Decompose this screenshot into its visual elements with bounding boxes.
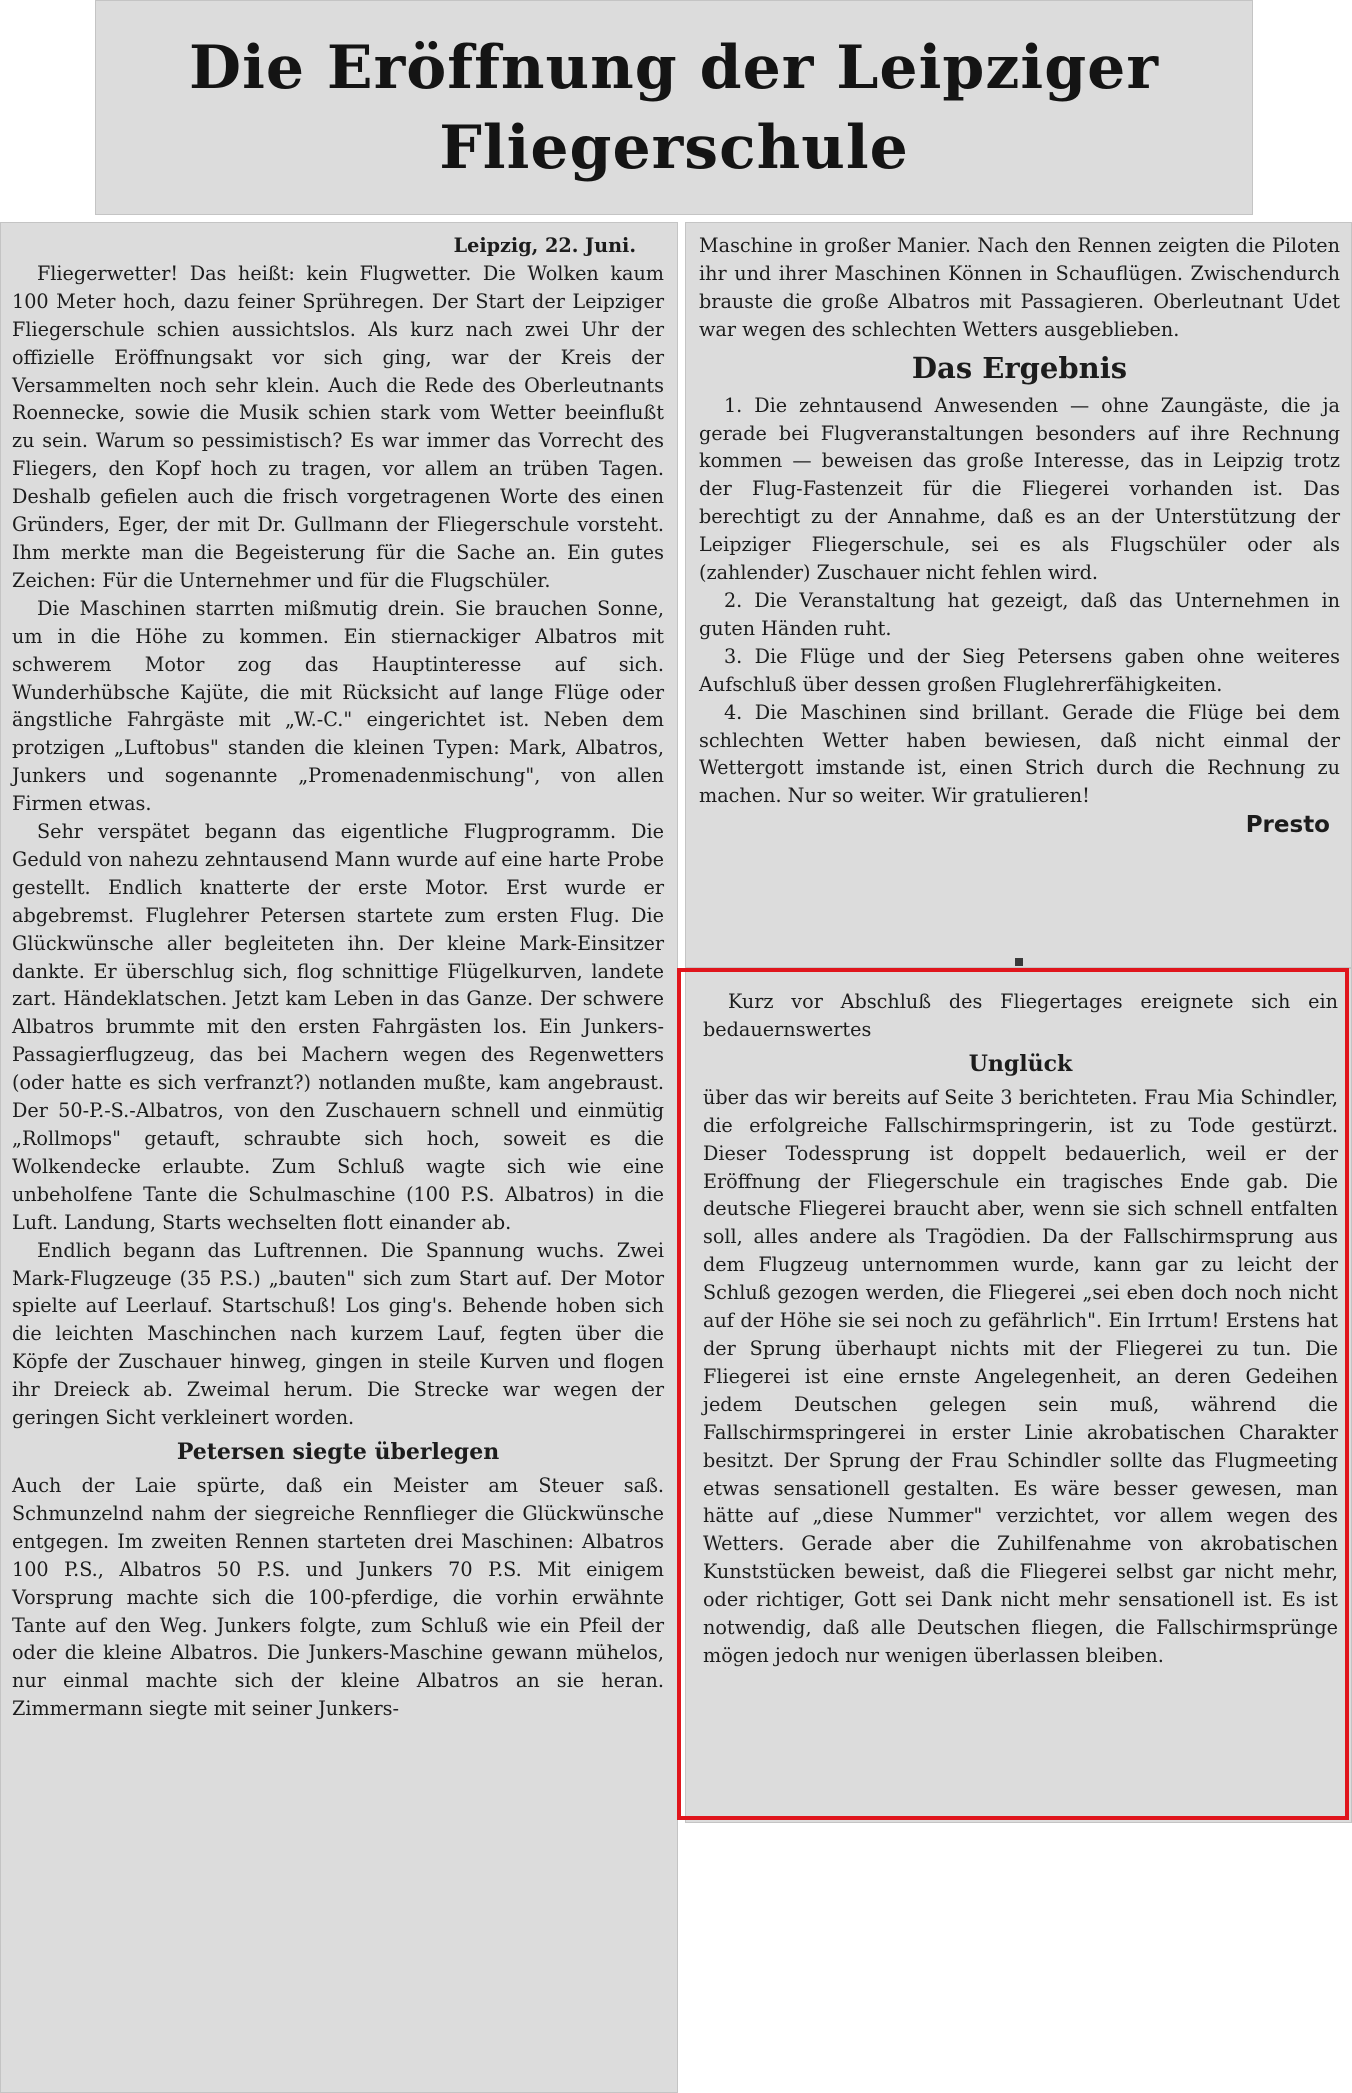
result-item-2: 2. Die Veranstaltung hat gezeigt, daß das Unternehmen in guten Händen ruht. bbox=[699, 588, 1340, 640]
dateline: Leipzig, 22. Juni. bbox=[453, 234, 636, 257]
accident-notice bbox=[685, 968, 1352, 1823]
result-item-3: 3. Die Flüge und der Sieg Petersens gaben ohne weiteres Aufschluß über dessen großen Fluglehrerfähigkeiten. bbox=[699, 644, 1340, 696]
separator-ornament bbox=[1015, 958, 1023, 966]
notice-body: über das wir bereits auf Seite 3 berichteten. Frau Mia Schindler, die erfolgreiche Fallschirmspringerin, ist zu Tode gestürzt. Dieser Todessprung ist doppelt bedauerlich, weil er der Eröffnung der Fliegerschule ein tragisches Ende gab. Die deutsche Fliegerei braucht aber, wenn sie sich schnell entfalten soll, alles andere als Tragödien. Da der Fallschirmsprung aus dem Flugzeug unternommen wurde, kann gar zu leicht der Schluß gezogen werden, die Fliegerei „sei eben doch noch nicht auf der Höhe sie sei noch zu gefährlich". Ein Irrtum! Erstens hat der Sprung überhaupt nichts mit der Fliegerei zu tun. Die Fliegerei ist eine ernste Angelegenheit, an deren Gedeihen jedem Deutschen gelegen sein muß, während die Fallschirmspringerei in erster Linie akrobatischen Charakter besitzt. Der Sprung der Frau Schindler sollte das Flugmeeting etwas sensationell gestalten. Es wäre besser gewesen, man hätte auf „diese Nummer" verzichtet, vor allem wegen des Wetters. Gerade aber die Zuhilfenahme von akrobatischen Kunststücken beweist, daß die Fliegerei selbst gar nicht mehr, oder richtiger, Gott sei Dank nicht mehr sensationell ist. Es ist notwendig, daß alle Deutschen fliegen, die Fallschirmsprünge mögen jedoch nur wenigen überlassen bleiben. bbox=[703, 1085, 1338, 1667]
article-paragraph-2: Die Maschinen starrten mißmutig drein. Sie brauchen Sonne, um in die Höhe zu kommen. Ein stiernackiger Albatros mit schwerem Motor zog das Hauptinteresse auf sich. Wunderhübsche Kajüte, die mit Rücksicht auf lange Flüge oder ängstliche Fahrgäste mit „W.-C." eingerichtet ist. Neben dem protzigen „Luftobus" standen die kleinen Typen: Mark, Albatros, Junkers und sogenannte „Promenadenmischung", von allen Firmen etwas. bbox=[12, 596, 664, 816]
result-item-4: 4. Die Maschinen sind brillant. Gerade die Flüge bei dem schlechten Wetter haben bewiesen, daß nicht einmal der Wettergott imstande ist, einen Strich durch die Rechnung zu machen. Nur so weiter. Wir gratulieren! bbox=[699, 700, 1340, 808]
article-paragraph-4: Endlich begann das Luftrennen. Die Spannung wuchs. Zwei Mark-Flugzeuge (35 P.S.) „bauten" sich zum Start auf. Der Motor spielte auf Leerlauf. Startschuß! Los ging's. Behende hoben sich die leichten Maschinchen nach kurzem Lauf, fegten über die Köpfe der Zuschauer hinweg, gingen in steile Kurven und flogen ihr Dreieck ab. Zweimal herum. Die Strecke war wegen der geringen Sicht verkleinert worden. bbox=[12, 1238, 664, 1430]
article-left-column bbox=[0, 222, 678, 2093]
notice-intro: Kurz vor Abschluß des Fliegertages ereignete sich ein bedauernswertes bbox=[703, 990, 1338, 1041]
author-signature: Presto bbox=[1245, 812, 1330, 839]
article-continuation: Maschine in großer Manier. Nach den Rennen zeigten die Piloten ihr und ihrer Maschinen Können in Schauflügen. Zwischendurch brauste die große Albatros mit Passagieren. Oberleutnant Udet war wegen des schlechten Wetters ausgeblieben. bbox=[699, 234, 1340, 341]
subheading-unglueck: Unglück bbox=[968, 1050, 1073, 1077]
article-paragraph-5: Auch der Laie spürte, daß ein Meister am Steuer saß. Schmunzelnd nahm der siegreiche Rennflieger die Glückwünsche entgegen. Im zweiten Rennen starteten drei Maschinen: Albatros 100 P.S., Albatros 50 P.S. und Junkers 70 P.S. Mit einigem Vorsprung machte sich die 100-pferdige, die vorhin erwähnte Tante auf den Weg. Junkers folgte, zum Schluß wie ein Pfeil der oder die kleine Albatros. Die Junkers-Maschine gewann mühelos, nur einmal machte sich der kleine Albatros an sie heran. Zimmermann siegte mit seiner Junkers- bbox=[12, 1473, 664, 1721]
article-paragraph-1: Fliegerwetter! Das heißt: kein Flugwetter. Die Wolken kaum 100 Meter hoch, dazu feiner Sprühregen. Der Start der Leipziger Fliegerschule schien aussichtslos. Als kurz nach zwei Uhr der offizielle Eröffnungsakt vor sich ging, war der Kreis der Versammelten noch sehr klein. Auch die Rede des Oberleutnants Roennecke, sowie die Musik schien stark vom Wetter beeinflußt zu sein. Warum so pessimistisch? Es war immer das Vorrecht des Fliegers, den Kopf hoch zu tragen, vor allem an trüben Tagen. Deshalb gefielen auch die frisch vorgetragenen Worte des einen Gründers, Eger, der mit Dr. Gullmann der Fliegerschule vorsteht. Ihm merkte man die Begeisterung für die Sache an. Ein gutes Zeichen: Für die Unternehmer und für die Flugschüler. bbox=[12, 261, 664, 592]
result-item-1: 1. Die zehntausend Anwesenden — ohne Zaungäste, die ja gerade bei Flugveranstaltungen besonders auf ihre Rechnung kommen — beweisen das große Interesse, das in Leipzig trotz der Flug-Fastenzeit für die Fliegerei vorhanden ist. Das berechtigt zu der Annahme, daß es an der Unterstützung der Leipziger Fliegerschule, sei es als Flugschüler oder als (zahlender) Zuschauer nicht fehlen wird. bbox=[699, 393, 1340, 585]
headline-title-line-1: Die Eröffnung der Leipziger bbox=[189, 32, 1159, 103]
headline-banner bbox=[95, 0, 1253, 215]
article-right-column bbox=[685, 222, 1352, 968]
headline-title-line-2: Fliegerschule bbox=[439, 112, 909, 183]
article-paragraph-3: Sehr verspätet begann das eigentliche Flugprogramm. Die Geduld von nahezu zehntausend Mann wurde auf eine harte Probe gestellt. Endlich knatterte der erste Motor. Erst wurde er abgebremst. Fluglehrer Petersen startete zum ersten Flug. Die Glückwünsche aller begleiteten ihn. Der kleine Mark-Einsitzer dankte. Er überschlug sich, flog schnittige Flügelkurven, landete zart. Händeklatschen. Jetzt kam Leben in das Ganze. Der schwere Albatros brummte mit den ersten Fahrgästen los. Ein Junkers-Passagierflugzeug, das bei Machern wegen des Regenwetters (oder hatte es sich verfranzt?) notlanden mußte, kam angebraust. Der 50-P.-S.-Albatros, von den Zuschauern schnell und einmütig „Rollmops" getauft, schraubte sich hoch, soweit es die Wolkendecke erlaubte. Zum Schluß wagte sich wie eine unbeholfene Tante die Schulmaschine (100 P.S. Albatros) in die Luft. Landung, Starts wechselten flott einander ab. bbox=[12, 820, 664, 1234]
subheading-petersen: Petersen siegte überlegen bbox=[176, 1438, 500, 1465]
subheading-ergebnis: Das Ergebnis bbox=[911, 350, 1128, 385]
